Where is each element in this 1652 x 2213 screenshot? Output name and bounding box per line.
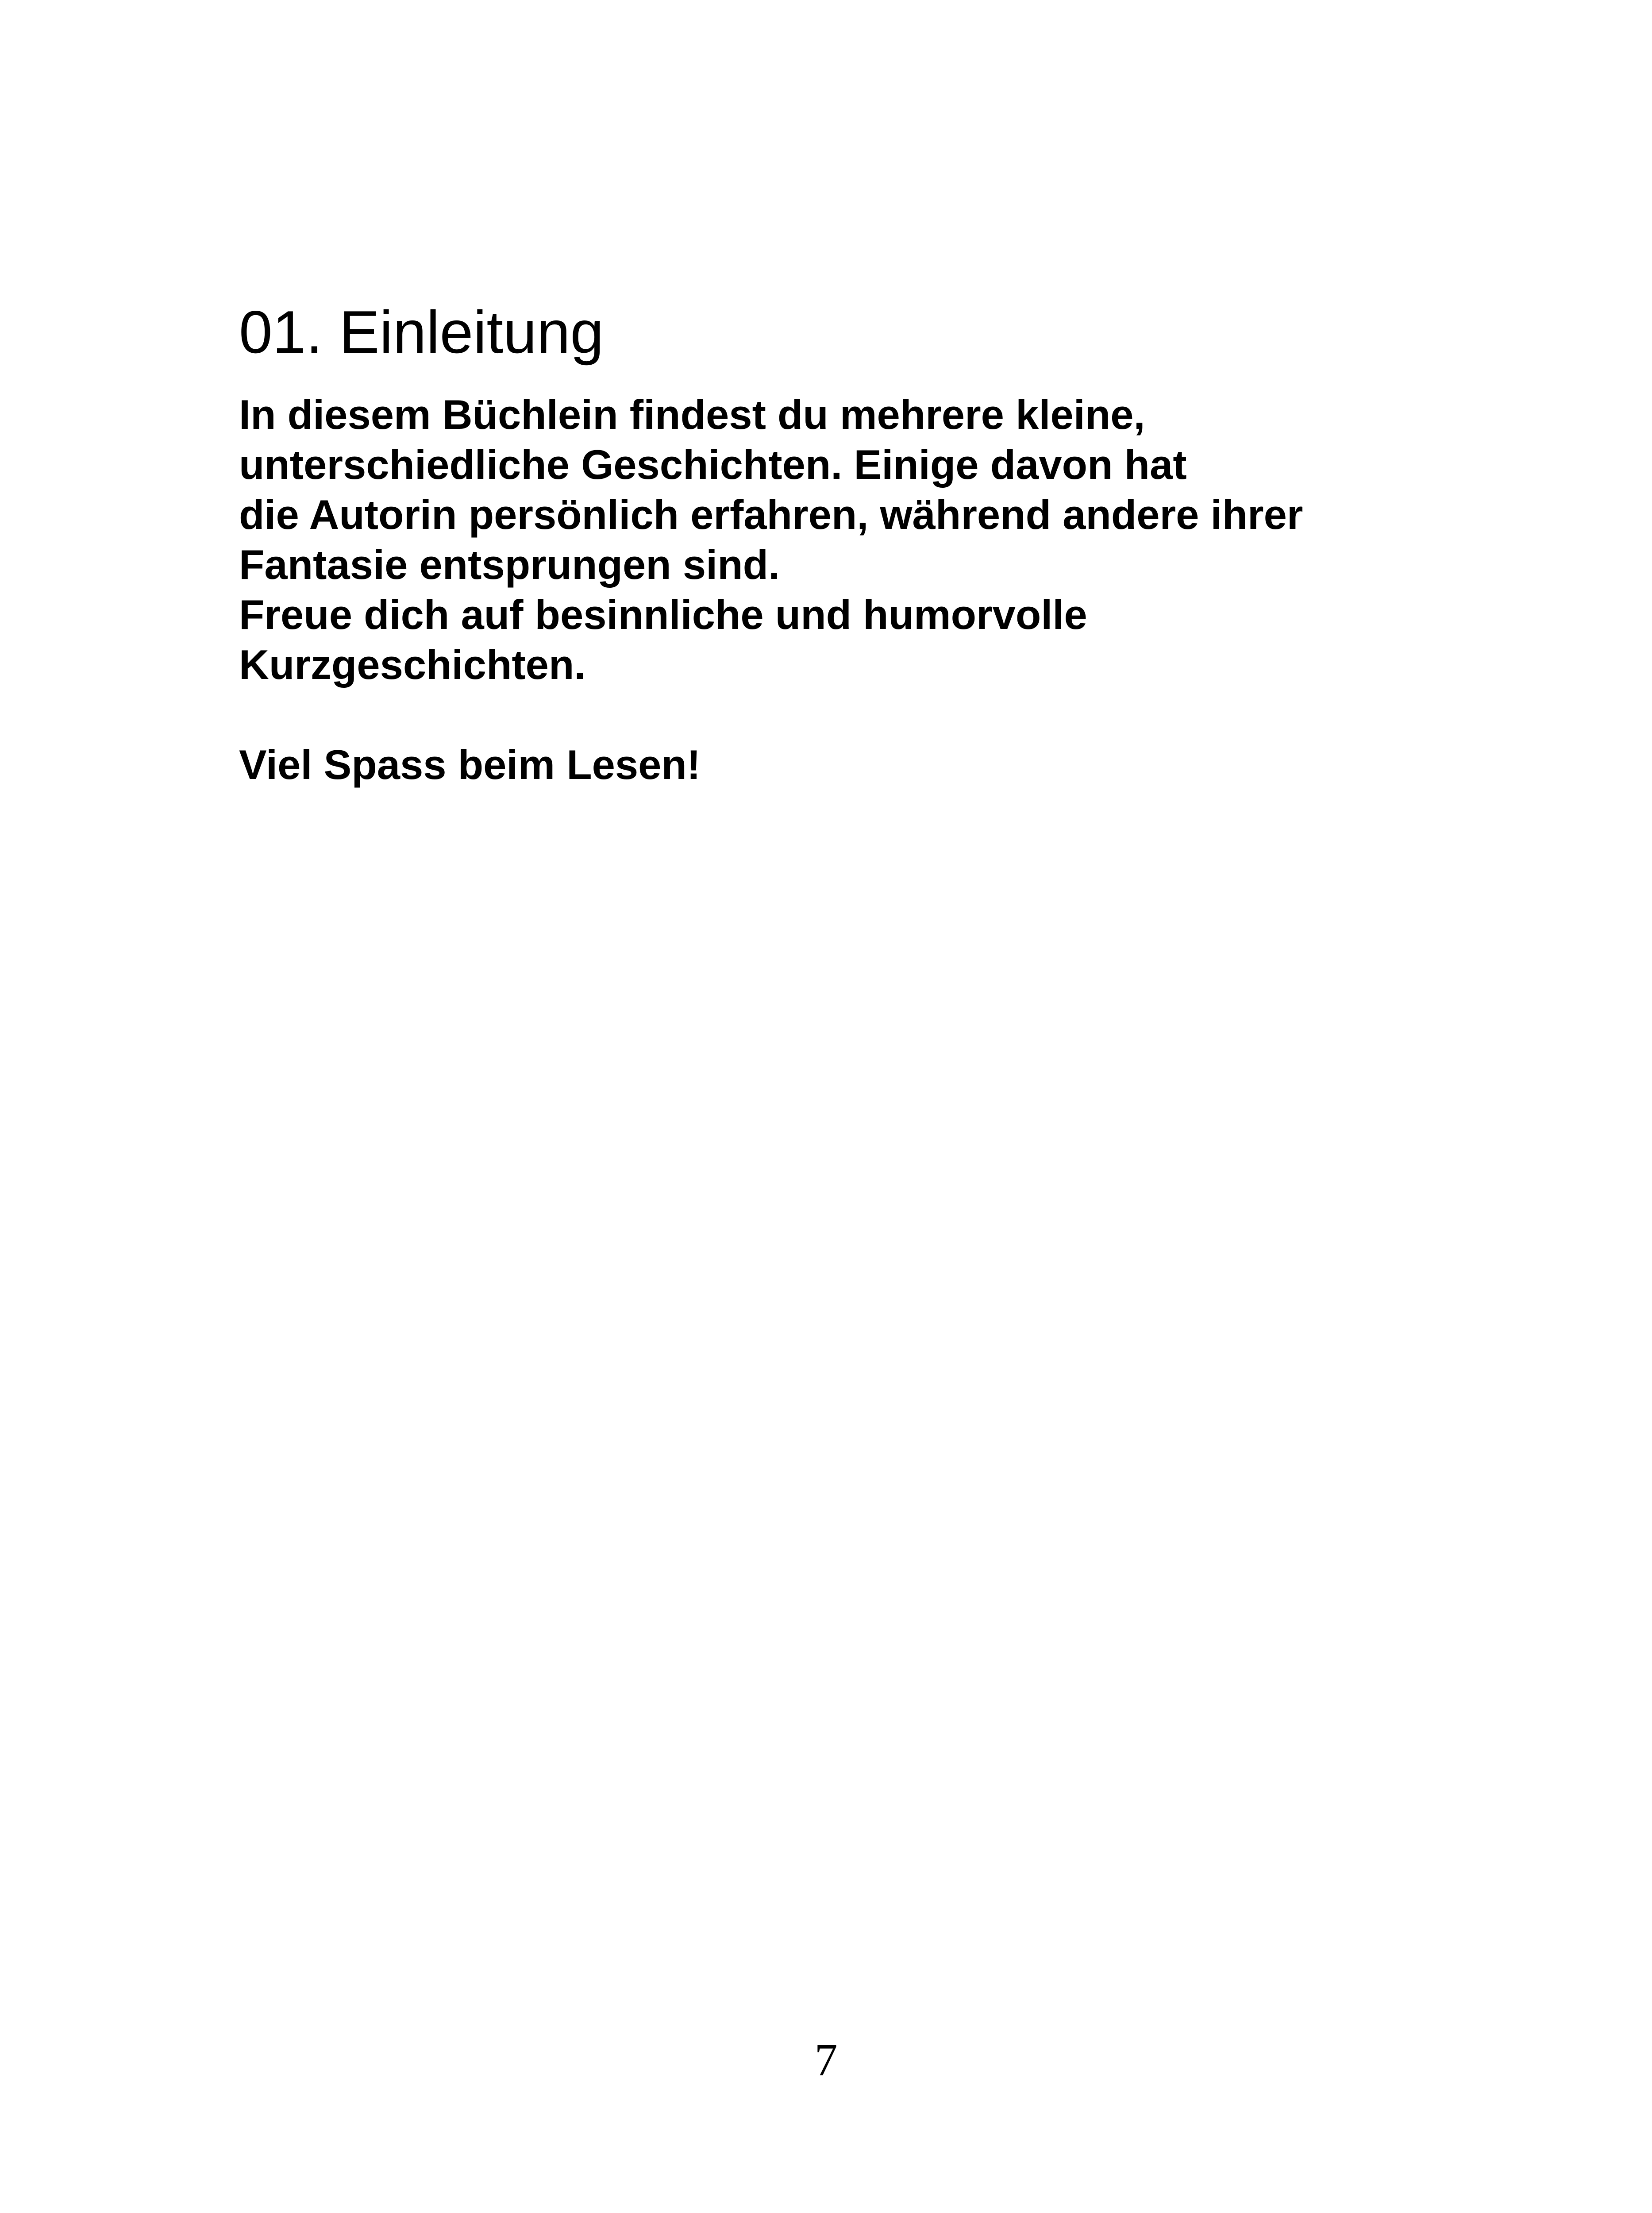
paragraph-line: Kurzgeschichten. [239, 641, 586, 688]
chapter-heading: 01. Einleitung [239, 298, 604, 366]
paragraph-line: die Autorin persönlich erfahren, während andere ihrer [239, 491, 1303, 538]
paragraph-line: Freue dich auf besinnliche und humorvolle [239, 591, 1087, 638]
paragraph-spacer [239, 690, 1303, 740]
closing-line: Viel Spass beim Lesen! [239, 741, 701, 788]
intro-paragraph [239, 389, 1303, 790]
paragraph-line: In diesem Büchlein findest du mehrere kleine, [239, 391, 1145, 438]
paragraph-line: unterschiedliche Geschichten. Einige davon hat [239, 441, 1187, 488]
page-number: 7 [814, 2035, 838, 2086]
paragraph-line: Fantasie entsprungen sind. [239, 541, 780, 588]
